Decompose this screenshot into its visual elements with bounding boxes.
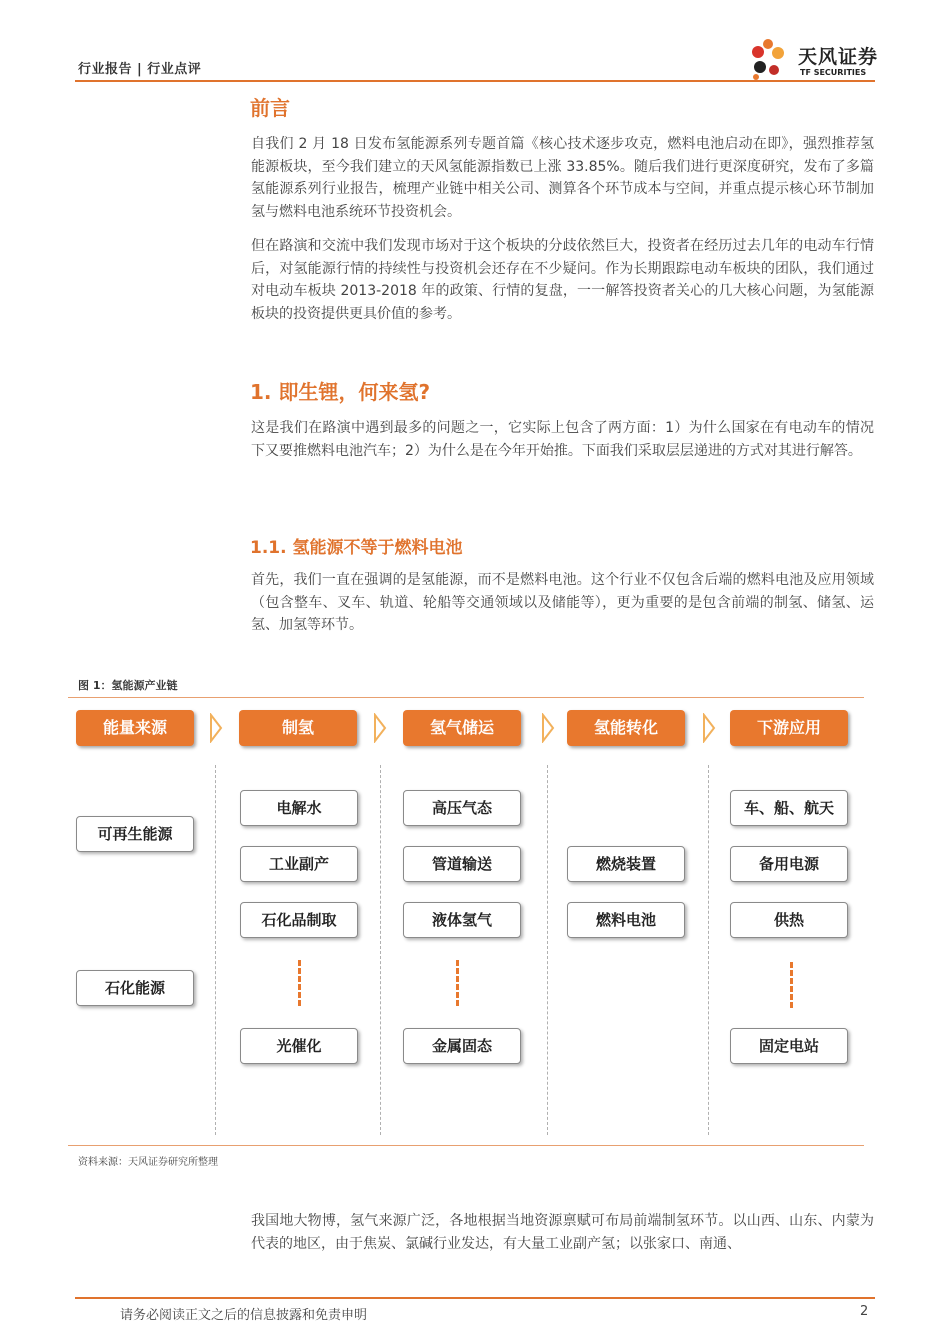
item-backup-power: 备用电源	[730, 846, 848, 882]
section-1-1-paragraph: 首先，我们一直在强调的是氢能源，而不是燃料电池。这个行业不仅包含后端的燃料电池及应用领域（包含整车、叉车、轨道、轮船等交通领域以及储能等），更为重要的是包含前端的制氢、储氢、运氢、加氢等环节。	[251, 572, 874, 633]
item-pipeline: 管道输送	[403, 846, 521, 882]
header-divider	[75, 80, 875, 82]
header-box-energy-source: 能量来源	[76, 710, 194, 746]
item-industrial-byproduct: 工业副产	[240, 846, 358, 882]
column-separator	[380, 765, 381, 1135]
section-1-paragraph: 这是我们在路演中遇到最多的问题之一，它实际上包含了两方面：1）为什么国家在有电动车的情况下又要推燃料电池汽车；2）为什么是在今年开始推。下面我们采取层层递进的方式对其进行解答。	[251, 420, 874, 459]
body-paragraph-after-figure: 我国地大物博，氢气来源广泛，各地根据当地资源禀赋可布局前端制氢环节。以山西、山东、内蒙为代表的地区，由于焦炭、氯碱行业发达，有大量工业副产氢；以张家口、南通、	[251, 1213, 874, 1252]
ellipsis-dash	[456, 960, 459, 1006]
item-electrolysis: 电解水	[240, 790, 358, 826]
item-fuel-cell: 燃料电池	[567, 902, 685, 938]
figure-top-rule	[68, 697, 864, 698]
logo-text-cn: 天风证券	[798, 46, 879, 68]
item-metal-solid: 金属固态	[403, 1028, 521, 1064]
column-separator	[215, 765, 216, 1135]
flow-arrow-icon	[209, 713, 223, 743]
logo-text-en: TF SECURITIES	[800, 68, 867, 77]
footer-disclaimer: 请务必阅读正文之后的信息披露和免责申明	[120, 1308, 368, 1323]
column-separator	[547, 765, 548, 1135]
flow-arrow-icon	[541, 713, 555, 743]
section-1-1-heading: 1.1. 氢能源不等于燃料电池	[250, 538, 463, 558]
item-renewable-energy: 可再生能源	[76, 816, 194, 852]
ellipsis-dash	[790, 962, 793, 1008]
figure-bottom-rule	[68, 1145, 864, 1146]
item-heating: 供热	[730, 902, 848, 938]
item-liquid-hydrogen: 液体氢气	[403, 902, 521, 938]
figure-source: 资料来源：天风证券研究所整理	[78, 1157, 218, 1168]
flow-arrow-icon	[702, 713, 716, 743]
item-petrochemical: 石化品制取	[240, 902, 358, 938]
page-number: 2	[860, 1304, 869, 1319]
header-box-energy-conversion: 氢能转化	[567, 710, 685, 746]
figure-title: 图 1：氢能源产业链	[78, 679, 178, 692]
item-photocatalysis: 光催化	[240, 1028, 358, 1064]
item-combustion-device: 燃烧装置	[567, 846, 685, 882]
item-power-station: 固定电站	[730, 1028, 848, 1064]
item-fossil-energy: 石化能源	[76, 970, 194, 1006]
header-box-storage-transport: 氢气储运	[403, 710, 521, 746]
header-box-hydrogen-production: 制氢	[239, 710, 357, 746]
preface-paragraph-2: 但在路演和交流中我们发现市场对于这个板块的分歧依然巨大，投资者在经历过去几年的电动车行情后，对氢能源行情的持续性与投资机会还存在不少疑问。作为长期跟踪电动车板块的团队，我们通过对电动车板块 2013-2018 年的政策、行情的复盘，一一解答投资者关心的几大核心问题，为氢能源板块的投资提供更具价值的参考。	[251, 238, 874, 322]
column-separator	[708, 765, 709, 1135]
item-vehicle-ship-aerospace: 车、船、航天	[730, 790, 848, 826]
footer-divider	[75, 1297, 875, 1299]
report-category: 行业报告 | 行业点评	[78, 62, 202, 77]
ellipsis-dash	[298, 960, 301, 1006]
flow-arrow-icon	[373, 713, 387, 743]
header-box-downstream: 下游应用	[730, 710, 848, 746]
preface-heading: 前言	[250, 96, 290, 120]
preface-paragraph-1: 自我们 2 月 18 日发布氢能源系列专题首篇《核心技术逐步攻克，燃料电池启动在即》，强烈推荐氢能源板块，至今我们建立的天风氢能源指数已上涨 33.85%。随后我们进行更深度研究，发布了多篇氢能源系列行业报告，梳理产业链中相关公司、测算各个环节成本与空间，并重点提示核心环节制加氢与燃料电池系统环节投资机会。	[251, 136, 874, 220]
section-1-heading: 1. 即生锂，何来氢?	[250, 380, 431, 404]
item-high-pressure-gas: 高压气态	[403, 790, 521, 826]
